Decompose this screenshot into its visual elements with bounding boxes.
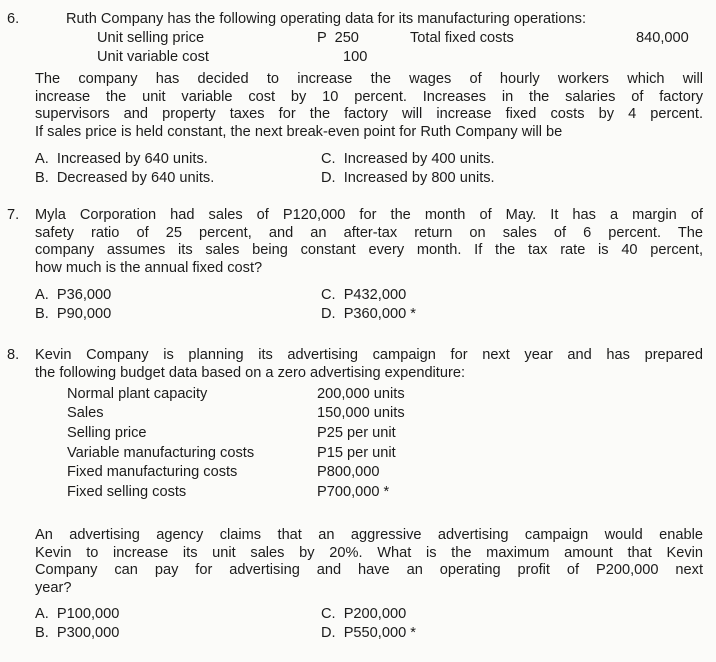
question-6-intro: Ruth Company has the following operating data for its manufacturing operations: bbox=[66, 11, 587, 27]
unit-selling-price-value: P 250 bbox=[317, 30, 359, 46]
budget-label: Variable manufacturing costs bbox=[67, 445, 255, 461]
question-6-choice-c: C. Increased by 400 units. bbox=[321, 151, 495, 167]
question-6-body-line: supervisors and property taxes for the factory will increase fixed costs by 4 percent. bbox=[35, 106, 703, 122]
question-8-intro-line: the following budget data based on a zero advertising expenditure: bbox=[35, 364, 466, 381]
budget-label: Selling price bbox=[67, 425, 147, 441]
question-6-choice-a: A. Increased by 640 units. bbox=[35, 151, 208, 167]
unit-selling-price-label: Unit selling price bbox=[97, 30, 205, 46]
budget-value: P15 per unit bbox=[317, 445, 396, 461]
budget-label: Fixed manufacturing costs bbox=[67, 464, 238, 480]
question-8-intro-line: Kevin Company is planning its advertising campaign for next year and has prepared bbox=[35, 347, 703, 363]
question-8-body-line: Company can pay for advertising and have an operating profit of P200,000 next bbox=[35, 562, 703, 578]
total-fixed-costs-value: 840,000 bbox=[636, 30, 689, 46]
budget-label: Normal plant capacity bbox=[67, 386, 208, 402]
question-7-body bbox=[35, 207, 703, 277]
question-6-choice-b: B. Decreased by 640 units. bbox=[35, 170, 215, 186]
question-8-body-line: An advertising agency claims that an aggressive advertising campaign would enable bbox=[35, 527, 703, 543]
budget-value: P700,000 * bbox=[317, 484, 390, 500]
question-7-choice-c: C. P432,000 bbox=[321, 287, 407, 303]
question-8-body bbox=[35, 527, 703, 597]
total-fixed-costs-label: Total fixed costs bbox=[410, 30, 514, 46]
unit-variable-cost-value: 100 bbox=[343, 49, 368, 65]
budget-value: 200,000 units bbox=[317, 386, 405, 402]
question-8-intro bbox=[35, 347, 703, 382]
question-7-body-line: Myla Corporation had sales of P120,000 for the month of May. It has a margin of bbox=[35, 207, 703, 223]
question-7-choice-d: D. P360,000 * bbox=[321, 306, 416, 322]
question-8-choice-b: B. P300,000 bbox=[35, 625, 120, 641]
question-8-choice-a: A. P100,000 bbox=[35, 606, 120, 622]
question-7-choice-a: A. P36,000 bbox=[35, 287, 112, 303]
budget-label: Fixed selling costs bbox=[67, 484, 187, 500]
question-6-body-line: increase the unit variable cost by 10 percent. Increases in the salaries of factory bbox=[35, 88, 703, 105]
question-7-body-line: company assumes its sales being constant every month. If the tax rate is 40 percent, bbox=[35, 242, 703, 258]
question-7-body-line: how much is the annual fixed cost? bbox=[35, 259, 263, 276]
question-6-number: 6. bbox=[7, 11, 20, 27]
question-8-body-line: Kevin to increase its unit sales by 20%. What is the maximum amount that Kevin bbox=[35, 544, 703, 561]
question-8-choice-c: C. P200,000 bbox=[321, 606, 407, 622]
question-6-body-line: If sales price is held constant, the next break-even point for Ruth Company will be bbox=[35, 123, 563, 140]
question-8-number: 8. bbox=[7, 347, 20, 363]
budget-value: 150,000 units bbox=[317, 405, 405, 421]
question-7-choice-b: B. P90,000 bbox=[35, 306, 112, 322]
question-8-body-line: year? bbox=[35, 579, 72, 596]
budget-label: Sales bbox=[67, 405, 104, 421]
unit-variable-cost-label: Unit variable cost bbox=[97, 49, 209, 65]
question-8-choice-d: D. P550,000 * bbox=[321, 625, 416, 641]
question-6-choice-d: D. Increased by 800 units. bbox=[321, 170, 495, 186]
budget-value: P25 per unit bbox=[317, 425, 396, 441]
question-7-body-line: safety ratio of 25 percent, and an after-tax return on sales of 6 percent. The bbox=[35, 224, 703, 241]
question-6-body bbox=[35, 71, 703, 141]
question-7-number: 7. bbox=[7, 207, 20, 223]
question-6-body-line: The company has decided to increase the wages of hourly workers which will bbox=[35, 71, 703, 87]
budget-value: P800,000 bbox=[317, 464, 380, 480]
